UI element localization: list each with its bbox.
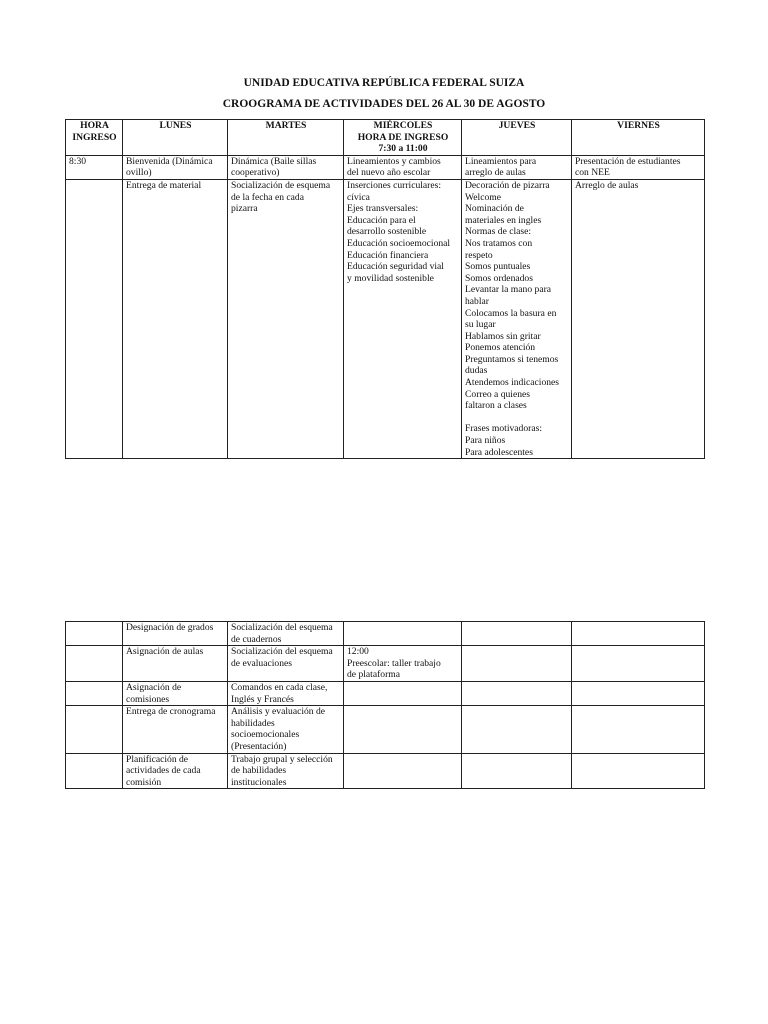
text-line: su lugar: [465, 319, 496, 331]
cell-lunes: [123, 681, 228, 705]
cell-viernes: [572, 179, 705, 458]
text-line: MIÉRCOLES: [373, 120, 433, 131]
cell-viernes: [572, 622, 705, 646]
cell-jueves: [462, 753, 572, 789]
text-line: Hablamos sin gritar: [465, 330, 541, 342]
text-line: Dinámica (Baile sillas: [231, 155, 317, 167]
cell-jueves: [462, 646, 572, 682]
text-line: Entrega de material: [126, 179, 202, 191]
text-line: comisión: [126, 776, 162, 788]
document-title: UNIDAD EDUCATIVA REPÚBLICA FEDERAL SUIZA: [243, 77, 525, 89]
cell-viernes: [572, 706, 705, 753]
text-line: Welcome: [465, 191, 501, 203]
cell-jueves: [462, 622, 572, 646]
text-line: de evaluaciones: [231, 657, 292, 669]
text-line: Socialización de esquema: [231, 179, 331, 191]
text-line: INGRESO: [72, 131, 117, 143]
text-line: 7:30 a 11:00: [378, 143, 428, 155]
cell-viernes: [572, 681, 705, 705]
cell-viernes: [572, 155, 705, 179]
jueves-list: [465, 180, 569, 412]
cell-martes: [228, 622, 344, 646]
header-miercoles: [344, 120, 462, 156]
text-line: Colocamos la basura en: [465, 307, 557, 319]
header-martes: MARTES: [228, 120, 344, 156]
text-line: del nuevo año escolar: [347, 167, 431, 179]
text-line: habilidades: [231, 717, 275, 729]
text-line: comisiones: [126, 693, 170, 705]
text-line: (Presentación): [231, 740, 287, 752]
text-line: Atendemos indicaciones: [465, 377, 560, 389]
text-line: Somos puntuales: [465, 261, 531, 273]
text-line: 12:00: [347, 646, 369, 658]
cell-hora: [66, 622, 123, 646]
text-line: cooperativo): [231, 167, 280, 179]
cell-lunes: [123, 753, 228, 789]
cell-miercoles: [344, 706, 462, 753]
cell-jueves: [462, 155, 572, 179]
text-line: Bienvenida (Dinámica: [126, 155, 213, 167]
cell-jueves: [462, 706, 572, 753]
cell-martes: [228, 753, 344, 789]
text-line: Educación para el: [347, 214, 416, 226]
cell-hora: 8:30: [66, 155, 123, 179]
cell-hora: [66, 753, 123, 789]
table-row: [66, 155, 705, 179]
text-line: de cuadernos: [231, 633, 282, 645]
text-line: HORA: [80, 120, 109, 131]
cell-lunes: [123, 622, 228, 646]
schedule-table: [65, 119, 705, 459]
table-row: [66, 706, 705, 753]
text-line: desarrollo sostenible: [347, 226, 427, 238]
text-line: socioemocionales: [231, 729, 300, 741]
text-line: Designación de grados: [126, 622, 214, 633]
text-line: cívica: [347, 191, 370, 203]
table-row: [66, 622, 705, 646]
cell-viernes: [572, 646, 705, 682]
cell-hora: [66, 681, 123, 705]
text-line: Asignación de: [126, 681, 182, 693]
table-row: [66, 179, 705, 458]
header-jueves: JUEVES: [462, 120, 572, 156]
cell-miercoles: [344, 646, 462, 682]
text-line: dudas: [465, 365, 488, 377]
cell-martes: [228, 155, 344, 179]
table-row: [66, 646, 705, 682]
cell-martes: [228, 706, 344, 753]
text-line: Trabajo grupal y selección: [231, 753, 333, 765]
text-line: Frases motivadoras:: [465, 423, 543, 435]
text-line: hablar: [465, 295, 489, 307]
header-row: [66, 120, 705, 156]
text-line: de plataforma: [347, 669, 401, 681]
cell-hora: [66, 706, 123, 753]
text-line: Arreglo de aulas: [575, 179, 639, 191]
text-line: de habilidades: [231, 765, 287, 777]
text-line: respeto: [465, 249, 493, 261]
cell-martes: [228, 179, 344, 458]
cell-martes: [228, 681, 344, 705]
text-line: actividades de cada: [126, 765, 201, 777]
text-line: y movilidad sostenible: [347, 272, 434, 284]
text-line: Socialización del esquema: [231, 622, 333, 633]
cell-martes: [228, 646, 344, 682]
cell-miercoles: [344, 753, 462, 789]
text-line: Educación seguridad vial: [347, 261, 444, 273]
cell-hora: [66, 646, 123, 682]
cell-lunes: [123, 179, 228, 458]
text-line: Somos ordenados: [465, 272, 533, 284]
cell-jueves: [462, 681, 572, 705]
text-line: Presentación de estudiantes: [575, 155, 681, 167]
header-hora: [66, 120, 123, 156]
text-line: Educación financiera: [347, 249, 429, 261]
cell-viernes: [572, 753, 705, 789]
cell-miercoles: [344, 155, 462, 179]
document-subtitle: CROOGRAMA DE ACTIVIDADES DEL 26 AL 30 DE AGOSTO: [222, 98, 546, 110]
text-line: Lineamientos para: [465, 155, 537, 167]
cell-miercoles: [344, 681, 462, 705]
text-line: de la fecha en cada: [231, 191, 304, 203]
text-line: Asignación de aulas: [126, 646, 204, 658]
text-line: Levantar la mano para: [465, 284, 552, 296]
cell-miercoles: [344, 179, 462, 458]
text-line: Ejes transversales:: [347, 203, 419, 215]
table-row: [66, 753, 705, 789]
text-line: Para niños: [465, 435, 506, 447]
cell-hora: [66, 179, 123, 458]
text-line: Análisis y evaluación de: [231, 706, 326, 718]
text-line: Ponemos atención: [465, 342, 536, 354]
header-viernes: VIERNES: [572, 120, 705, 156]
text-line: ovillo): [126, 167, 152, 179]
table-row: [66, 681, 705, 705]
cell-jueves: [462, 179, 572, 458]
text-line: Entrega de cronograma: [126, 706, 216, 718]
text-line: Preescolar: taller trabajo: [347, 657, 441, 669]
text-line: Correo a quienes: [465, 388, 531, 400]
jueves-frases-list: [465, 423, 569, 458]
text-line: Nos tratamos con: [465, 237, 533, 249]
cell-lunes: [123, 155, 228, 179]
text-line: Decoración de pizarra: [465, 179, 550, 191]
schedule-table-continued: [65, 621, 705, 789]
text-line: Educación socioemocional: [347, 237, 451, 249]
text-line: Comandos en cada clase,: [231, 681, 328, 693]
text-line: Nominación de: [465, 203, 524, 215]
cell-miercoles: [344, 622, 462, 646]
text-line: Normas de clase:: [465, 226, 532, 238]
text-line: Inserciones curriculares:: [347, 179, 442, 191]
text-line: materiales en ingles: [465, 214, 542, 226]
text-line: HORA DE INGRESO: [357, 131, 449, 143]
text-line: pizarra: [231, 203, 258, 215]
text-line: arreglo de aulas: [465, 167, 526, 179]
text-line: Lineamientos y cambios: [347, 155, 441, 167]
cell-lunes: [123, 706, 228, 753]
text-line: Para adolescentes: [465, 446, 533, 458]
text-line: faltaron a clases: [465, 400, 527, 412]
text-line: Preguntamos si tenemos: [465, 353, 559, 365]
text-line: institucionales: [231, 776, 287, 788]
cell-lunes: [123, 646, 228, 682]
text-line: con NEE: [575, 167, 610, 179]
text-line: Socialización del esquema: [231, 646, 333, 658]
header-lunes: LUNES: [123, 120, 228, 156]
text-line: Inglés y Francés: [231, 693, 294, 705]
text-line: Planificación de: [126, 753, 189, 765]
